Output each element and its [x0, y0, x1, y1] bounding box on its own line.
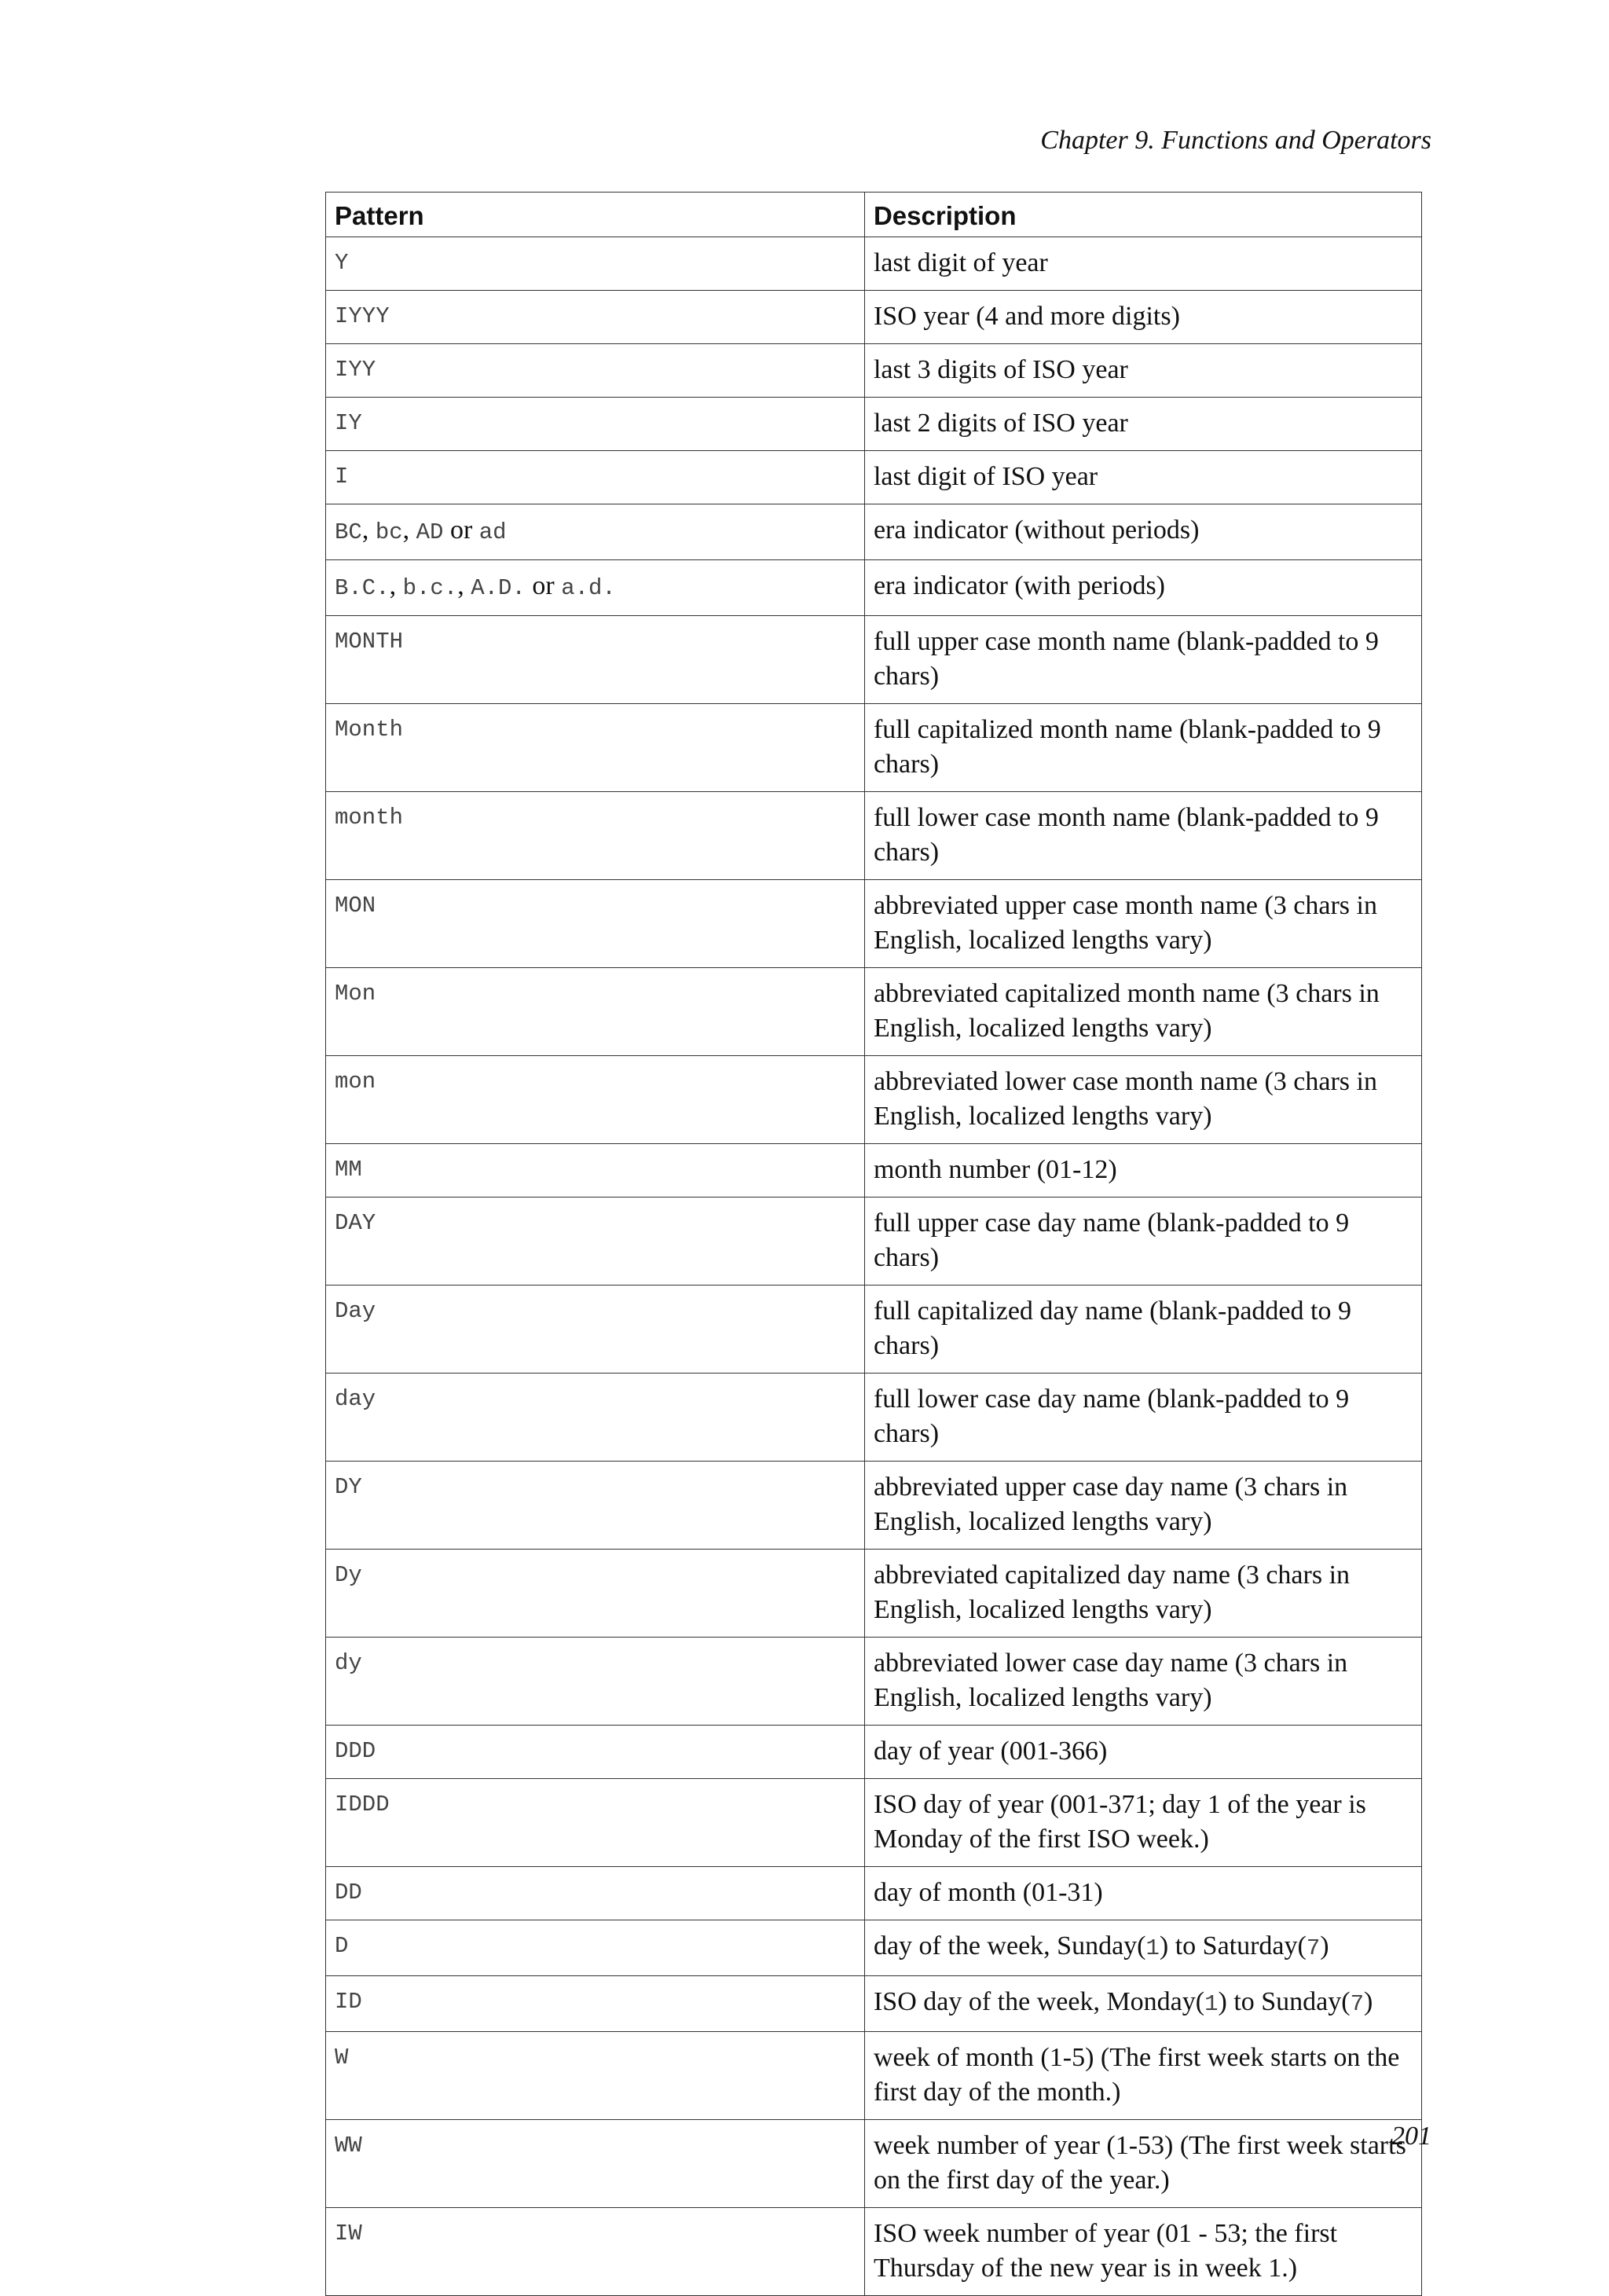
pattern-code: day — [335, 1386, 376, 1412]
description-text: full upper case month name (blank-padded to 9 chars) — [873, 627, 1379, 691]
page-number: 201 — [1391, 2122, 1431, 2151]
description-text: full lower case month name (blank-padded to 9 chars) — [873, 803, 1379, 867]
table-header-row — [326, 193, 1422, 237]
table-row — [326, 2208, 1422, 2296]
table-row — [326, 1976, 1422, 2032]
table-row — [326, 1374, 1422, 1462]
pattern-cell — [326, 1779, 865, 1867]
description-text: ISO day of the week, Monday( — [873, 1987, 1205, 2016]
description-text: month number (01-12) — [873, 1155, 1117, 1184]
description-cell — [864, 504, 1421, 560]
table-row — [326, 1726, 1422, 1779]
table-row — [326, 451, 1422, 504]
pattern-cell — [326, 1144, 865, 1198]
pattern-cell — [326, 451, 865, 504]
description-cell — [864, 1550, 1421, 1638]
description-text: full capitalized day name (blank-padded to 9 chars) — [873, 1297, 1351, 1360]
table-row — [326, 1198, 1422, 1286]
description-text: abbreviated lower case month name (3 chars in English, localized lengths vary) — [873, 1067, 1377, 1131]
pattern-code: MON — [335, 893, 376, 919]
pattern-code: Y — [335, 250, 349, 276]
pattern-cell — [326, 704, 865, 792]
table-row — [326, 2120, 1422, 2208]
pattern-separator: , — [389, 571, 403, 600]
table-row — [326, 1867, 1422, 1920]
pattern-cell — [326, 2032, 865, 2120]
description-text: ISO day of year (001-371; day 1 of the year is Monday of the first ISO week.) — [873, 1790, 1366, 1854]
table-body — [326, 237, 1422, 2296]
table-row — [326, 398, 1422, 451]
table-row — [326, 880, 1422, 968]
description-text: full upper case day name (blank-padded to 9 chars) — [873, 1209, 1350, 1272]
description-text: last digit of ISO year — [873, 462, 1098, 491]
description-cell — [864, 1867, 1421, 1920]
pattern-code: DDD — [335, 1738, 376, 1764]
description-text: abbreviated capitalized day name (3 chars in English, localized lengths vary) — [873, 1561, 1351, 1624]
pattern-cell — [326, 792, 865, 880]
pattern-code: ID — [335, 1989, 362, 2015]
pattern-code: b.c. — [402, 575, 458, 601]
description-text: full lower case day name (blank-padded to 9 chars) — [873, 1385, 1350, 1448]
pattern-cell — [326, 880, 865, 968]
pattern-cell — [326, 616, 865, 704]
pattern-cell — [326, 1374, 865, 1462]
pattern-cell — [326, 344, 865, 398]
pattern-cell — [326, 1638, 865, 1726]
description-cell — [864, 1638, 1421, 1726]
description-cell — [864, 2120, 1421, 2208]
description-cell — [864, 880, 1421, 968]
pattern-code: IDDD — [335, 1792, 390, 1817]
pattern-separator: , — [361, 515, 376, 545]
pattern-code: IYYY — [335, 303, 390, 329]
table-row — [326, 291, 1422, 344]
description-text: ) — [1320, 1931, 1329, 1960]
pattern-code: WW — [335, 2133, 362, 2158]
description-cell — [864, 968, 1421, 1056]
pattern-code: Month — [335, 717, 404, 743]
description-cell — [864, 1726, 1421, 1779]
description-text: abbreviated upper case day name (3 chars in English, localized lengths vary) — [873, 1473, 1348, 1536]
table-row — [326, 344, 1422, 398]
description-cell — [864, 792, 1421, 880]
description-text: day of year (001-366) — [873, 1737, 1108, 1766]
pattern-code: ad — [478, 519, 507, 545]
pattern-code: MM — [335, 1157, 362, 1183]
description-cell — [864, 1198, 1421, 1286]
description-cell — [864, 2208, 1421, 2296]
table-row — [326, 792, 1422, 880]
description-text: abbreviated upper case month name (3 chars in English, localized lengths vary) — [873, 891, 1377, 955]
pattern-cell — [326, 1286, 865, 1374]
description-cell — [864, 1779, 1421, 1867]
pattern-code: MONTH — [335, 629, 404, 655]
table-row — [326, 2032, 1422, 2120]
description-text: abbreviated lower case day name (3 chars in English, localized lengths vary) — [873, 1649, 1348, 1712]
pattern-separator: , — [402, 515, 416, 545]
table-row — [326, 1056, 1422, 1144]
pattern-code: a.d. — [561, 575, 616, 601]
description-text: day of the week, Sunday( — [873, 1931, 1146, 1960]
pattern-code: I — [335, 464, 349, 490]
pattern-cell — [326, 560, 865, 616]
pattern-code: B.C. — [335, 575, 390, 601]
pattern-cell — [326, 1976, 865, 2032]
pattern-cell — [326, 1867, 865, 1920]
description-text: ) — [1364, 1987, 1373, 2016]
description-cell — [864, 1056, 1421, 1144]
pattern-cell — [326, 1550, 865, 1638]
description-code: 1 — [1145, 1935, 1160, 1961]
pattern-code: BC — [335, 519, 362, 545]
table-row — [326, 1920, 1422, 1976]
description-cell — [864, 451, 1421, 504]
pattern-cell — [326, 291, 865, 344]
description-text: abbreviated capitalized month name (3 chars in English, localized lengths vary) — [873, 979, 1380, 1043]
description-text: last digit of year — [873, 248, 1048, 277]
description-cell — [864, 1144, 1421, 1198]
pattern-code: DD — [335, 1880, 362, 1905]
description-cell — [864, 1286, 1421, 1374]
table-row — [326, 616, 1422, 704]
pattern-table — [325, 192, 1422, 2296]
description-code: 7 — [1306, 1935, 1321, 1961]
pattern-cell — [326, 1726, 865, 1779]
pattern-cell — [326, 968, 865, 1056]
pattern-code: IW — [335, 2221, 362, 2246]
description-cell — [864, 616, 1421, 704]
column-header-description: Description — [864, 193, 1421, 237]
table-row — [326, 1550, 1422, 1638]
description-cell — [864, 2032, 1421, 2120]
pattern-cell — [326, 1198, 865, 1286]
description-cell — [864, 1462, 1421, 1550]
description-code: 1 — [1204, 1991, 1219, 2017]
pattern-code: W — [335, 2045, 349, 2070]
description-cell — [864, 291, 1421, 344]
table-row — [326, 237, 1422, 291]
table-row — [326, 968, 1422, 1056]
table-row — [326, 1779, 1422, 1867]
pattern-code: Mon — [335, 981, 376, 1007]
table-row — [326, 560, 1422, 616]
pattern-separator: , — [457, 571, 471, 600]
pattern-code: D — [335, 1933, 349, 1959]
pattern-code: bc — [375, 519, 403, 545]
pattern-code: A.D. — [471, 575, 526, 601]
description-cell — [864, 344, 1421, 398]
pattern-code: IYY — [335, 357, 376, 383]
description-cell — [864, 237, 1421, 291]
pattern-code: dy — [335, 1650, 362, 1676]
description-text: era indicator (without periods) — [873, 515, 1200, 545]
table-row — [326, 704, 1422, 792]
description-text: full capitalized month name (blank-padded to 9 chars) — [873, 715, 1381, 779]
description-cell — [864, 1920, 1421, 1976]
pattern-cell — [326, 2120, 865, 2208]
chapter-header: Chapter 9. Functions and Operators — [1040, 126, 1431, 155]
pattern-separator: or — [525, 571, 562, 600]
description-text: week of month (1-5) (The first week starts on the first day of the month.) — [873, 2043, 1400, 2107]
table-row — [326, 1462, 1422, 1550]
description-code: 7 — [1350, 1991, 1364, 2017]
description-text: last 2 digits of ISO year — [873, 409, 1128, 438]
table-row — [326, 504, 1422, 560]
description-cell — [864, 398, 1421, 451]
pattern-code: month — [335, 805, 404, 831]
pattern-cell — [326, 237, 865, 291]
description-text: ) to Sunday( — [1218, 1987, 1351, 2016]
column-header-pattern: Pattern — [326, 193, 865, 237]
pattern-cell — [326, 398, 865, 451]
description-cell — [864, 704, 1421, 792]
description-text: week number of year (1-53) (The first week starts on the first day of the year.) — [873, 2131, 1406, 2195]
description-text: day of month (01-31) — [873, 1878, 1103, 1907]
pattern-separator: or — [443, 515, 479, 545]
description-text: era indicator (with periods) — [873, 571, 1165, 600]
pattern-cell — [326, 1056, 865, 1144]
pattern-code: AD — [416, 519, 444, 545]
pattern-cell — [326, 2208, 865, 2296]
description-cell — [864, 1976, 1421, 2032]
pattern-code: DAY — [335, 1210, 376, 1236]
description-text: last 3 digits of ISO year — [873, 355, 1128, 384]
description-text: ISO year (4 and more digits) — [873, 302, 1180, 331]
description-text: ) to Saturday( — [1159, 1931, 1307, 1960]
description-cell — [864, 560, 1421, 616]
pattern-code: IY — [335, 410, 362, 436]
pattern-code: Dy — [335, 1562, 362, 1588]
pattern-code: DY — [335, 1474, 362, 1500]
pattern-cell — [326, 1462, 865, 1550]
pattern-code: mon — [335, 1069, 376, 1095]
pattern-code: Day — [335, 1298, 376, 1324]
pattern-cell — [326, 1920, 865, 1976]
pattern-cell — [326, 504, 865, 560]
table-row — [326, 1286, 1422, 1374]
description-cell — [864, 1374, 1421, 1462]
table-row — [326, 1144, 1422, 1198]
table-row — [326, 1638, 1422, 1726]
description-text: ISO week number of year (01 - 53; the first Thursday of the new year is in week 1.) — [873, 2219, 1338, 2283]
